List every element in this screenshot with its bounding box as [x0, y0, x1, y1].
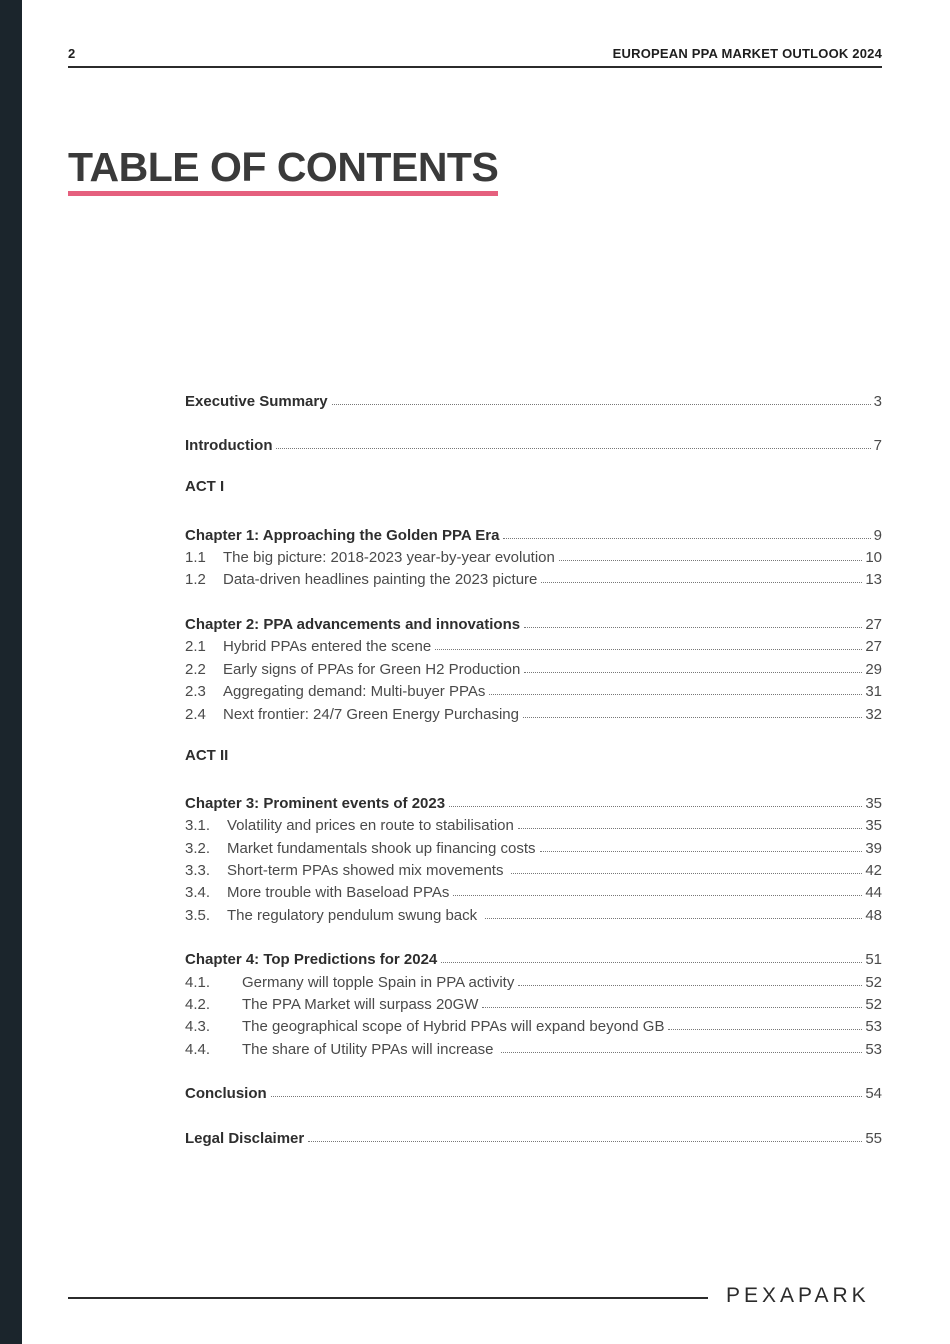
section-number: 1.1 [185, 549, 206, 566]
leader-dots [518, 828, 862, 829]
toc-entry-label: The PPA Market will surpass 20GW [242, 996, 479, 1013]
toc-entry-chapter-4[interactable] [185, 944, 882, 968]
toc-entry-section-4-2[interactable] [185, 989, 882, 1013]
leader-dots [540, 851, 863, 852]
page-number: 2 [68, 46, 76, 61]
toc-entry-page: 53 [865, 1018, 882, 1035]
section-number: 3.2. [185, 840, 211, 857]
leader-dots [485, 918, 862, 919]
leader-dots [501, 1052, 862, 1053]
act-heading-2: ACT II [185, 747, 229, 764]
toc-entry-executive-summary[interactable] [185, 386, 882, 410]
section-number: 1.2 [185, 571, 206, 588]
toc-entry-label: Legal Disclaimer [185, 1130, 305, 1147]
section-number: 2.1 [185, 638, 206, 655]
toc-entry-chapter-2[interactable] [185, 609, 882, 633]
toc-entry-conclusion[interactable] [185, 1078, 882, 1102]
section-number: 4.1. [185, 974, 211, 991]
leader-dots [453, 895, 862, 896]
leader-dots [489, 694, 862, 695]
toc-entry-page: 52 [865, 996, 882, 1013]
leader-dots [276, 448, 870, 449]
section-number: 2.4 [185, 706, 206, 723]
section-number: 2.2 [185, 661, 206, 678]
toc-entry-label: Hybrid PPAs entered the scene [223, 638, 432, 655]
page-title: TABLE OF CONTENTS [68, 144, 498, 196]
footer-rule [68, 1297, 708, 1299]
toc-entry-page: 7 [873, 437, 882, 454]
section-number: 3.3. [185, 862, 211, 879]
toc-entry-page: 55 [865, 1130, 882, 1147]
toc-entry-page: 53 [865, 1041, 882, 1058]
act-heading-1: ACT I [185, 478, 225, 495]
toc-entry-section-1-1[interactable] [185, 542, 882, 566]
section-number: 3.4. [185, 884, 211, 901]
page-header [68, 44, 882, 68]
toc-entry-legal-disclaimer[interactable] [185, 1123, 882, 1147]
leader-dots [271, 1096, 863, 1097]
toc-entry-label: More trouble with Baseload PPAs [227, 884, 450, 901]
leader-dots [541, 582, 862, 583]
toc-entry-page: 31 [865, 683, 882, 700]
toc-entry-page: 10 [865, 549, 882, 566]
toc-entry-section-2-3[interactable] [185, 676, 882, 700]
toc-entry-page: 9 [873, 527, 882, 544]
section-number: 3.5. [185, 907, 211, 924]
toc-entry-label: Data-driven headlines painting the 2023 picture [223, 571, 538, 588]
section-number: 2.3 [185, 683, 206, 700]
toc-entry-label: Chapter 3: Prominent events of 2023 [185, 795, 446, 812]
leader-dots [308, 1141, 862, 1142]
toc-entry-page: 35 [865, 795, 882, 812]
toc-entry-label: The big picture: 2018-2023 year-by-year evolution [223, 549, 555, 566]
leader-dots [482, 1007, 862, 1008]
leader-dots [668, 1029, 862, 1030]
toc-entry-page: 32 [865, 706, 882, 723]
toc-entry-page: 13 [865, 571, 882, 588]
toc-entry-page: 29 [865, 661, 882, 678]
toc-entry-label: Conclusion [185, 1085, 267, 1102]
toc-entry-page: 51 [865, 951, 882, 968]
toc-entry-label: Executive Summary [185, 393, 328, 410]
toc-entry-label: The share of Utility PPAs will increase [242, 1041, 494, 1058]
toc-entry-introduction[interactable] [185, 430, 882, 454]
toc-entry-section-2-2[interactable] [185, 654, 882, 678]
toc-entry-label: Early signs of PPAs for Green H2 Production [223, 661, 521, 678]
pexapark-logo: PEXAPARK [726, 1284, 870, 1307]
toc-entry-label: Short-term PPAs showed mix movements [227, 862, 504, 879]
toc-entry-label: The regulatory pendulum swung back [227, 907, 478, 924]
leader-dots [524, 627, 862, 628]
toc-entry-section-4-3[interactable] [185, 1011, 882, 1035]
toc-entry-page: 35 [865, 817, 882, 834]
leader-dots [332, 404, 871, 405]
toc-entry-page: 42 [865, 862, 882, 879]
toc-entry-label: Introduction [185, 437, 273, 454]
toc-entry-section-2-1[interactable] [185, 631, 882, 655]
document-title: EUROPEAN PPA MARKET OUTLOOK 2024 [612, 46, 882, 61]
toc-entry-label: Market fundamentals shook up financing costs [227, 840, 536, 857]
toc-entry-page: 3 [873, 393, 882, 410]
toc-entry-section-2-4[interactable] [185, 699, 882, 723]
toc-entry-label: Chapter 2: PPA advancements and innovations [185, 616, 521, 633]
toc-entry-page: 27 [865, 638, 882, 655]
leader-dots [449, 806, 862, 807]
toc-entry-section-3-5[interactable] [185, 900, 882, 924]
toc-entry-label: Next frontier: 24/7 Green Energy Purchasing [223, 706, 519, 723]
leader-dots [503, 538, 870, 539]
section-number: 3.1. [185, 817, 211, 834]
leader-dots [559, 560, 862, 561]
section-number: 4.2. [185, 996, 211, 1013]
leader-dots [511, 873, 862, 874]
leader-dots [518, 985, 862, 986]
toc-entry-section-4-1[interactable] [185, 967, 882, 991]
toc-entry-page: 54 [865, 1085, 882, 1102]
leader-dots [524, 672, 862, 673]
toc-entry-section-3-1[interactable] [185, 810, 882, 834]
toc-entry-page: 48 [865, 907, 882, 924]
toc-entry-page: 44 [865, 884, 882, 901]
toc-entry-chapter-3[interactable] [185, 788, 882, 812]
leader-dots [435, 649, 862, 650]
toc-entry-page: 27 [865, 616, 882, 633]
toc-entry-label: Aggregating demand: Multi-buyer PPAs [223, 683, 486, 700]
toc-entry-label: Chapter 1: Approaching the Golden PPA Era [185, 527, 500, 544]
toc-entry-section-3-4[interactable] [185, 877, 882, 901]
toc-entry-section-4-4[interactable] [185, 1034, 882, 1058]
section-number: 4.4. [185, 1041, 211, 1058]
toc-entry-label: Volatility and prices en route to stabilisation [227, 817, 514, 834]
toc-entry-label: The geographical scope of Hybrid PPAs will expand beyond GB [242, 1018, 665, 1035]
toc-entry-label: Germany will topple Spain in PPA activity [242, 974, 515, 991]
toc-entry-page: 39 [865, 840, 882, 857]
toc-entry-section-3-3[interactable] [185, 855, 882, 879]
toc-entry-section-1-2[interactable] [185, 564, 882, 588]
toc-entry-label: Chapter 4: Top Predictions for 2024 [185, 951, 438, 968]
toc-entry-page: 52 [865, 974, 882, 991]
leader-dots [441, 962, 862, 963]
toc-entry-section-3-2[interactable] [185, 833, 882, 857]
side-bar [0, 0, 22, 1344]
section-number: 4.3. [185, 1018, 211, 1035]
toc-entry-chapter-1[interactable] [185, 520, 882, 544]
leader-dots [523, 717, 862, 718]
